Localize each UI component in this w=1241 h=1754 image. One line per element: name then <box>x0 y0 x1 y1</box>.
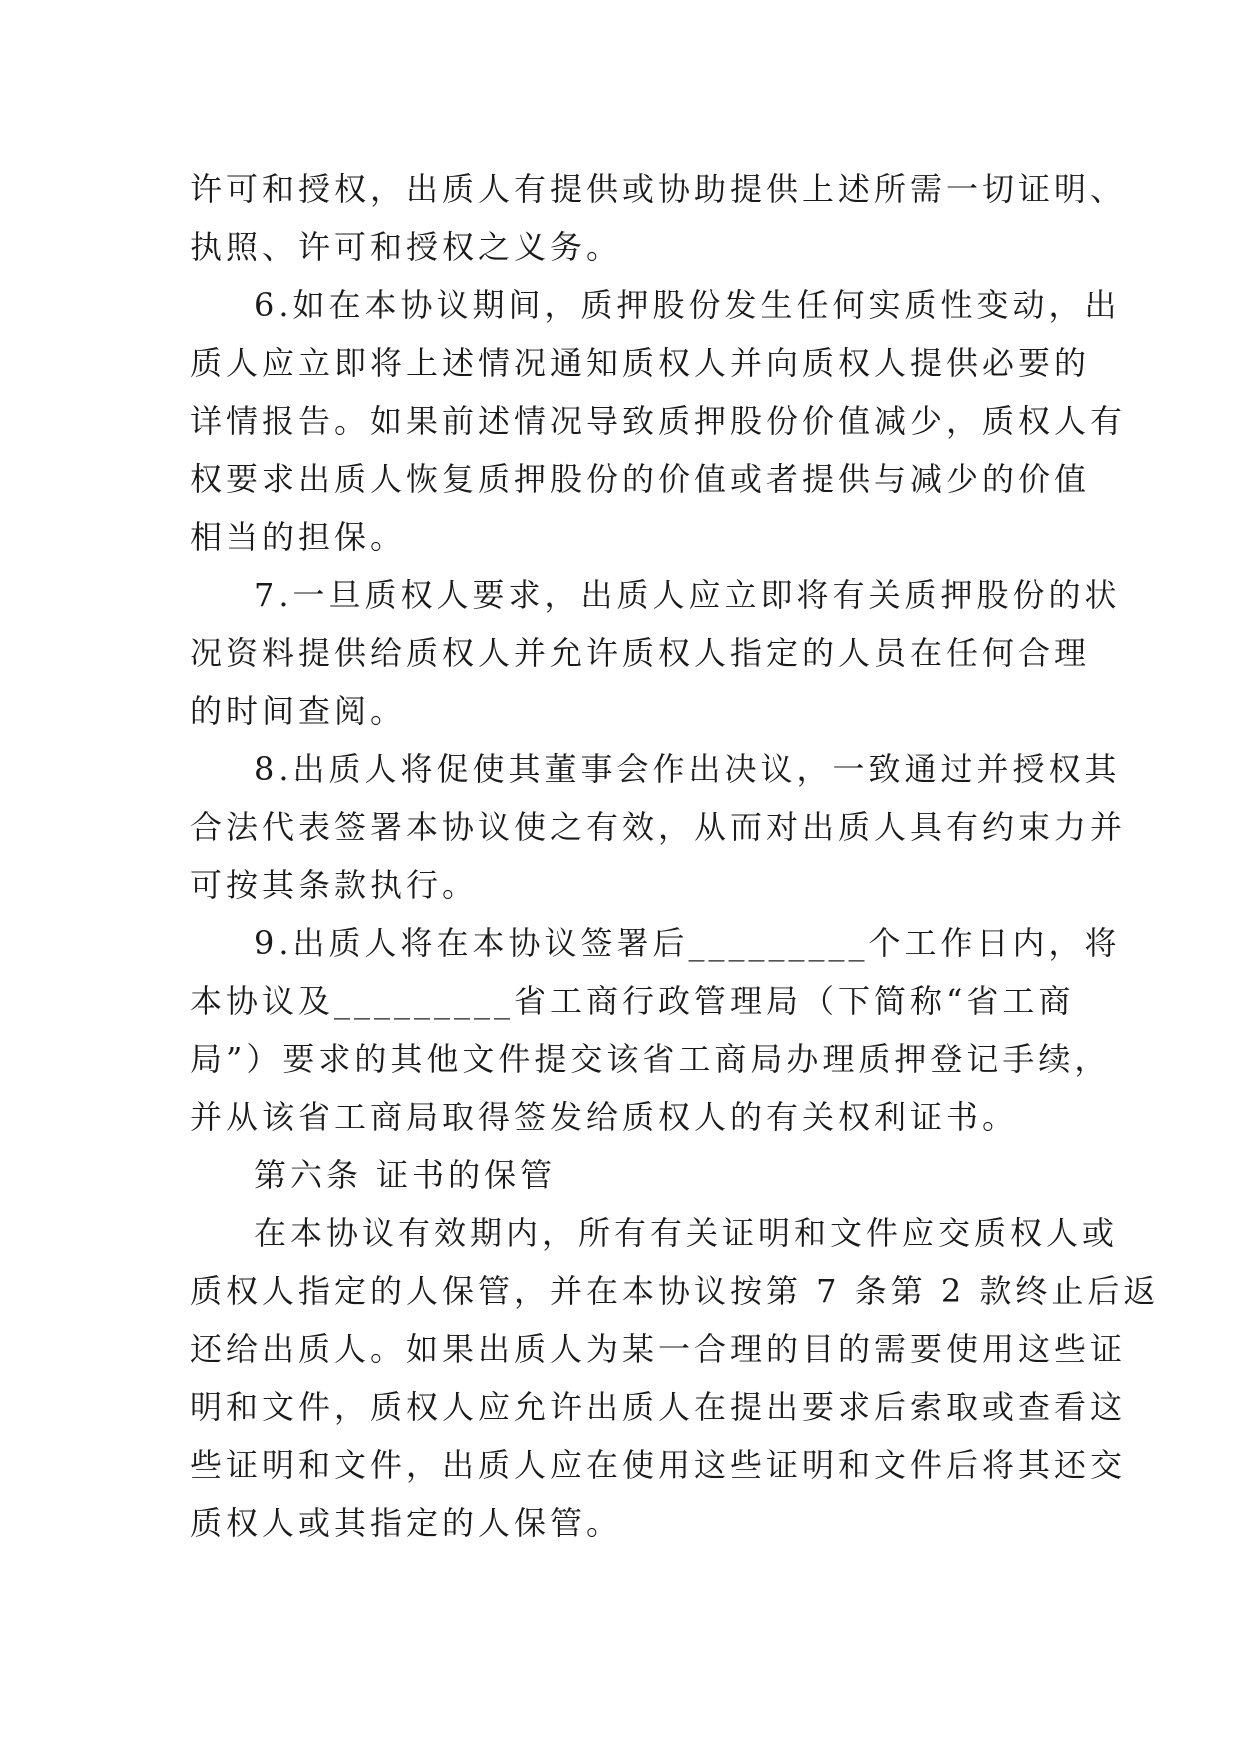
text-line: 些证明和文件，出质人应在使用这些证明和文件后将其还交 <box>190 1446 1127 1484</box>
text-line: 本协议及_________省工商行政管理局（下简称“省工商 <box>190 982 1075 1020</box>
text-line: 明和文件，质权人应允许出质人在提出要求后索取或查看这 <box>190 1388 1127 1426</box>
article-6-heading: 第六条 证书的保管 <box>254 1156 557 1194</box>
article-6-paragraph-start: 在本协议有效期内，所有有关证明和文件应交质权人或 <box>254 1214 1119 1252</box>
text-line: 相当的担保。 <box>190 518 407 556</box>
text-line: 况资料提供给质权人并允许质权人指定的人员在任何合理 <box>190 634 1091 672</box>
text-line: 详情报告。如果前述情况导致质押股份价值减少，质权人有 <box>190 402 1127 440</box>
text-line: 质权人指定的人保管，并在本协议按第 7 条第 2 款终止后返 <box>190 1272 1160 1310</box>
text-line: 还给出质人。如果出质人为某一合理的目的需要使用这些证 <box>190 1330 1127 1368</box>
text-line: 局”）要求的其他文件提交该省工商局办理质押登记手续， <box>190 1040 1111 1078</box>
text-line: 合法代表签署本协议使之有效，从而对出质人具有约束力并 <box>190 808 1127 846</box>
clause-7-start: 7.一旦质权人要求，出质人应立即将有关质押股份的状 <box>254 576 1121 614</box>
text-line: 并从该省工商局取得签发给质权人的有关权利证书。 <box>190 1098 1019 1136</box>
text-line: 质权人或其指定的人保管。 <box>190 1504 623 1542</box>
text-line: 权要求出质人恢复质押股份的价值或者提供与减少的价值 <box>190 460 1091 498</box>
document-body <box>190 160 1160 1552</box>
text-line: 可按其条款执行。 <box>190 866 479 904</box>
clause-8-start: 8.出质人将促使其董事会作出决议，一致通过并授权其 <box>254 750 1121 788</box>
text-line: 执照、许可和授权之义务。 <box>190 228 623 266</box>
text-line: 质人应立即将上述情况通知质权人并向质权人提供必要的 <box>190 344 1091 382</box>
text-line: 的时间查阅。 <box>190 692 407 730</box>
clause-6-start: 6.如在本协议期间，质押股份发生任何实质性变动，出 <box>254 286 1121 324</box>
text-line: 许可和授权，出质人有提供或协助提供上述所需一切证明、 <box>190 170 1127 208</box>
clause-9-start: 9.出质人将在本协议签署后_________个工作日内，将 <box>254 924 1121 962</box>
